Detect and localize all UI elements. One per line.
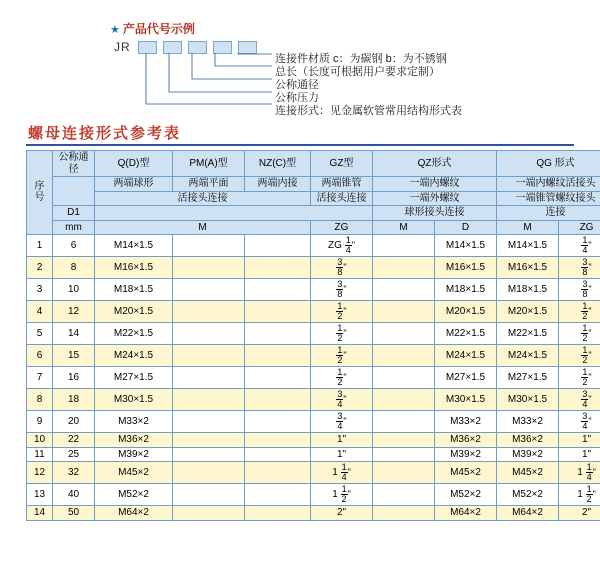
qg-zg-cell: $\frac{1}{2}$ " [559,367,600,389]
qg-m-cell: M18×1.5 [497,279,559,301]
title-divider [26,144,574,146]
seq-cell: 10 [27,433,53,448]
qd-cell: M33×2 [95,411,173,433]
header-dn-blank [53,177,95,206]
qg-zg-cell: 1" [559,447,600,462]
qz-d-cell: M33×2 [435,411,497,433]
qz-d-cell: M24×1.5 [435,345,497,367]
qg-m-cell: M14×1.5 [497,235,559,257]
qz-m-cell [373,367,435,389]
qg-m-cell: M33×2 [497,411,559,433]
gz-cell: $\frac{1}{2}$ " [311,345,373,367]
header-unit-qz-d: D [435,220,497,235]
qz-d-cell: M18×1.5 [435,279,497,301]
header-union-connection-gz: 活接头连接 [311,191,373,206]
dn-cell: 40 [53,484,95,506]
header-row-4 [27,206,600,221]
qg-m-cell: M64×2 [497,506,559,521]
header-gz-desc: 两端锥管 [311,177,373,192]
qg-zg-cell: 2" [559,506,600,521]
dn-cell: 8 [53,257,95,279]
legend-line-material: 连接件材质 c：为碳钢 b：为不锈钢 [275,53,447,65]
nz-cell [245,235,311,257]
qz-d-cell: M36×2 [435,433,497,448]
header-dn: 公称通径 [53,151,95,177]
dn-cell: 50 [53,506,95,521]
header-row-5 [27,220,600,235]
qz-d-cell: M30×1.5 [435,389,497,411]
nz-cell [245,279,311,301]
gz-cell: $\frac{1}{2}$ " [311,301,373,323]
legend-title-text: 产品代号示例 [122,22,195,36]
table-row [27,257,600,279]
nz-cell [245,323,311,345]
qz-d-cell: M27×1.5 [435,367,497,389]
qd-cell: M39×2 [95,447,173,462]
dn-cell: 14 [53,323,95,345]
qz-m-cell [373,279,435,301]
qd-cell: M52×2 [95,484,173,506]
seq-cell: 14 [27,506,53,521]
pm-cell [173,235,245,257]
qz-d-cell: M22×1.5 [435,323,497,345]
legend-line-connection-type: 连接形式：见金属软管常用结构形式表 [275,105,462,117]
dn-cell: 16 [53,367,95,389]
table-row [27,411,600,433]
header-qd-desc: 两端球形 [95,177,173,192]
qg-zg-cell: $\frac{3}{8}$ " [559,257,600,279]
header-unit-mm: mm [53,220,95,235]
qg-zg-cell: $\frac{3}{4}$ " [559,389,600,411]
pm-cell [173,279,245,301]
header-d1: D1 [53,206,95,221]
nz-cell [245,389,311,411]
gz-cell: ZG $\frac{1}{4}$ " [311,235,373,257]
header-union-connection: 活接头连接 [95,191,311,206]
table-row [27,301,600,323]
qg-zg-cell: $\frac{3}{4}$ " [559,411,600,433]
dn-cell: 10 [53,279,95,301]
legend-line-nominal-diameter: 公称通径 [275,79,319,91]
pm-cell [173,389,245,411]
table-row [27,235,600,257]
pm-cell [173,301,245,323]
pm-cell [173,345,245,367]
nz-cell [245,433,311,448]
qg-m-cell: M36×2 [497,433,559,448]
pm-cell [173,484,245,506]
qg-zg-cell: 1 $\frac{1}{4}$ " [559,462,600,484]
qz-m-cell [373,506,435,521]
qg-m-cell: M16×1.5 [497,257,559,279]
nz-cell [245,484,311,506]
qz-d-cell: M20×1.5 [435,301,497,323]
qg-m-cell: M20×1.5 [497,301,559,323]
nut-connection-table-wrapper [26,150,596,521]
qd-cell: M27×1.5 [95,367,173,389]
qz-m-cell [373,433,435,448]
seq-cell: 13 [27,484,53,506]
header-row-groups [27,151,600,177]
gz-cell: 1" [311,447,373,462]
qz-d-cell: M64×2 [435,506,497,521]
header-blank-mid [95,206,373,221]
qg-zg-cell: $\frac{1}{2}$ " [559,323,600,345]
nz-cell [245,462,311,484]
header-row-3 [27,191,600,206]
qz-d-cell: M39×2 [435,447,497,462]
qz-m-cell [373,323,435,345]
seq-cell: 4 [27,301,53,323]
header-group-qd: Q(D)型 [95,151,173,177]
nz-cell [245,411,311,433]
gz-cell: $\frac{3}{8}$ " [311,279,373,301]
star-icon: ★ [110,24,120,36]
qg-m-cell: M27×1.5 [497,367,559,389]
table-row [27,323,600,345]
seq-cell: 3 [27,279,53,301]
table-row [27,433,600,448]
gz-cell: 1 $\frac{1}{4}$ " [311,462,373,484]
qg-zg-cell: $\frac{1}{4}$ " [559,235,600,257]
table-row [27,447,600,462]
table-row [27,279,600,301]
pm-cell [173,323,245,345]
qz-m-cell [373,345,435,367]
header-qz-external-thread: 一端外螺纹 [373,191,497,206]
table-row [27,484,600,506]
header-unit-m: M [95,220,311,235]
qg-m-cell: M30×1.5 [497,389,559,411]
pm-cell [173,462,245,484]
pm-cell [173,367,245,389]
seq-cell: 2 [27,257,53,279]
header-qg-taper-joint: 一端锥管螺纹接头 [497,191,600,206]
page-title: 螺母连接形式参考表 [28,125,182,142]
qd-cell: M64×2 [95,506,173,521]
header-unit-qg-m: M [497,220,559,235]
qd-cell: M18×1.5 [95,279,173,301]
nz-cell [245,345,311,367]
dn-cell: 22 [53,433,95,448]
qd-cell: M45×2 [95,462,173,484]
product-code-legend [0,0,600,117]
qz-d-cell: M45×2 [435,462,497,484]
nz-cell [245,367,311,389]
legend-line-nominal-pressure: 公称压力 [275,92,319,104]
qg-zg-cell: $\frac{1}{2}$ " [559,301,600,323]
seq-cell: 11 [27,447,53,462]
header-qz-desc: 一端内螺纹 [373,177,497,192]
dn-cell: 18 [53,389,95,411]
qg-m-cell: M22×1.5 [497,323,559,345]
header-nz-desc: 两端内接 [245,177,311,192]
qg-zg-cell: 1" [559,433,600,448]
nut-connection-table [26,150,600,521]
nz-cell [245,257,311,279]
pm-cell [173,506,245,521]
table-row [27,389,600,411]
dn-cell: 20 [53,411,95,433]
qz-m-cell [373,484,435,506]
header-pm-desc: 两端平面 [173,177,245,192]
qd-cell: M36×2 [95,433,173,448]
qz-d-cell: M16×1.5 [435,257,497,279]
qg-m-cell: M52×2 [497,484,559,506]
header-unit-zg: ZG [311,220,373,235]
seq-cell: 8 [27,389,53,411]
seq-cell: 7 [27,367,53,389]
qz-m-cell [373,462,435,484]
qg-zg-cell: 1 $\frac{1}{2}$ " [559,484,600,506]
qd-cell: M16×1.5 [95,257,173,279]
dn-cell: 32 [53,462,95,484]
dn-cell: 25 [53,447,95,462]
seq-cell: 9 [27,411,53,433]
header-qg-desc: 一端内螺纹活接头 [497,177,600,192]
qz-m-cell [373,389,435,411]
header-unit-qz-m: M [373,220,435,235]
dn-cell: 15 [53,345,95,367]
header-connection: 连接 [497,206,600,221]
pm-cell [173,447,245,462]
qz-m-cell [373,447,435,462]
seq-cell: 6 [27,345,53,367]
qz-d-cell: M14×1.5 [435,235,497,257]
gz-cell: $\frac{1}{2}$ " [311,323,373,345]
nz-cell [245,447,311,462]
gz-cell: 1 $\frac{1}{2}$ " [311,484,373,506]
table-body [27,235,600,521]
pm-cell [173,433,245,448]
qg-zg-cell: $\frac{3}{8}$ " [559,279,600,301]
header-group-gz: GZ型 [311,151,373,177]
pm-cell [173,257,245,279]
gz-cell: 2" [311,506,373,521]
qg-m-cell: M24×1.5 [497,345,559,367]
qg-m-cell: M39×2 [497,447,559,462]
header-group-qg: QG 形式 [497,151,600,177]
qd-cell: M14×1.5 [95,235,173,257]
header-row-2 [27,177,600,192]
qz-m-cell [373,257,435,279]
legend-line-length: 总长（长度可根据用户要求定制） [275,66,440,78]
qz-d-cell: M52×2 [435,484,497,506]
gz-cell: 1" [311,433,373,448]
dn-cell: 6 [53,235,95,257]
qd-cell: M24×1.5 [95,345,173,367]
gz-cell: $\frac{3}{4}$ " [311,411,373,433]
qg-m-cell: M45×2 [497,462,559,484]
dn-cell: 12 [53,301,95,323]
header-group-nz: NZ(C)型 [245,151,311,177]
pm-cell [173,411,245,433]
table-row [27,506,600,521]
header-seq: 序 号 [27,151,53,235]
nz-cell [245,506,311,521]
gz-cell: $\frac{1}{2}$ " [311,367,373,389]
header-unit-qg-zg: ZG [559,220,600,235]
seq-cell: 5 [27,323,53,345]
header-ball-joint-connection: 球形接头连接 [373,206,497,221]
gz-cell: $\frac{3}{8}$ " [311,257,373,279]
table-row [27,462,600,484]
code-prefix: JR [114,40,131,54]
qd-cell: M20×1.5 [95,301,173,323]
header-group-qz: QZ形式 [373,151,497,177]
table-head [27,151,600,235]
qd-cell: M30×1.5 [95,389,173,411]
header-group-pm: PM(A)型 [173,151,245,177]
qz-m-cell [373,301,435,323]
gz-cell: $\frac{3}{4}$ " [311,389,373,411]
qg-zg-cell: $\frac{1}{2}$ " [559,345,600,367]
seq-cell: 12 [27,462,53,484]
qz-m-cell [373,411,435,433]
seq-cell: 1 [27,235,53,257]
table-row [27,367,600,389]
table-row [27,345,600,367]
qz-m-cell [373,235,435,257]
nz-cell [245,301,311,323]
qd-cell: M22×1.5 [95,323,173,345]
